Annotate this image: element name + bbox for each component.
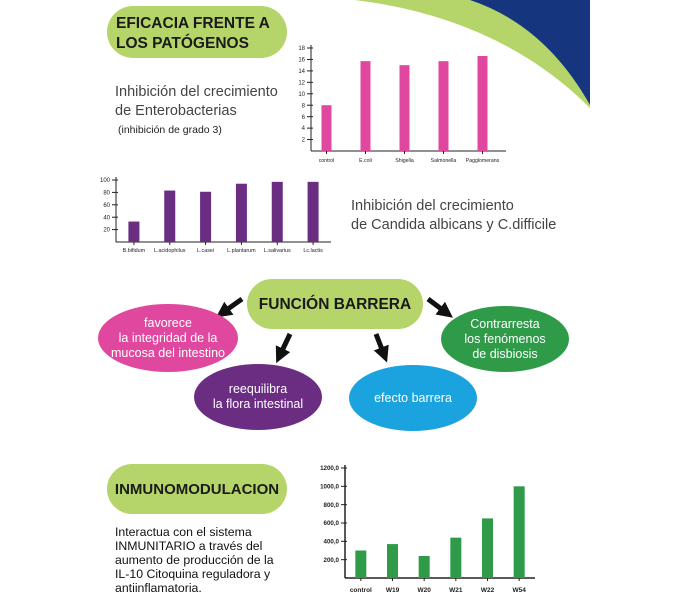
y-tick-label: 200,0 — [323, 556, 339, 564]
x-tick-label: W21 — [449, 587, 463, 594]
arrow-to-green-node — [428, 299, 444, 311]
x-tick-label: control — [349, 587, 372, 594]
node-mucosa-integrity: favorece la integridad de la mucosa del intestino — [98, 304, 238, 372]
bar — [482, 518, 493, 578]
y-tick-label: 12 — [298, 80, 305, 87]
y-tick-label: 1200,0 — [320, 465, 339, 473]
x-tick-label: Salmonella — [430, 158, 457, 164]
x-tick-label: L.acidophilus — [154, 248, 186, 254]
x-tick-label: L.plantarum — [227, 248, 256, 254]
y-tick-label: 600,0 — [323, 520, 339, 528]
y-tick-label: 20 — [103, 227, 110, 234]
x-tick-label: W22 — [480, 587, 495, 594]
barrier-title: FUNCIÓN BARRERA — [258, 296, 412, 313]
y-tick-label: 6 — [301, 114, 305, 121]
x-tick-label: W19 — [385, 587, 400, 594]
pathogens-title-line1: EFICACIA FRENTE A — [116, 15, 270, 32]
x-tick-label: Lc.lactis — [303, 248, 323, 254]
y-tick-label: 18 — [298, 46, 305, 53]
y-tick-label: 1000,0 — [320, 483, 339, 491]
node-barrier-effect: efecto barrera — [349, 365, 477, 431]
x-tick-label: W20 — [417, 587, 431, 594]
node-dysbiosis: Contrarresta los fenómenos de disbiosis — [441, 306, 569, 372]
node-flora-rebalance: reequilibra la flora intestinal — [194, 364, 322, 430]
arrow-to-blue-node — [376, 334, 383, 352]
x-tick-label: W54 — [512, 587, 526, 594]
y-tick-label: 8 — [301, 103, 305, 110]
x-tick-label: L.salivarius — [263, 248, 291, 254]
x-tick-label: E.coli — [359, 158, 372, 164]
immuno-text: Interactua con el sistema INMUNITARIO a través del aumento de producción de la IL-10 Citoquina reguladora y antiinflamatoria. — [115, 525, 274, 595]
candida-text-line2: de Candida albicans y C.difficile — [351, 217, 557, 233]
y-tick-label: 800,0 — [323, 501, 339, 509]
y-tick-label: 60 — [103, 202, 110, 209]
bar — [450, 538, 461, 578]
x-tick-label: Pagglomerans — [465, 158, 500, 164]
bar — [419, 556, 430, 578]
x-tick-label: Shigella — [395, 158, 414, 164]
x-tick-label: B.bifidum — [122, 248, 146, 254]
y-tick-label: 40 — [103, 215, 110, 222]
y-tick-label: 10 — [298, 91, 305, 98]
pathogens-title-line2: LOS PATÓGENOS — [116, 35, 249, 52]
y-tick-label: 400,0 — [323, 538, 339, 546]
candida-text-line1: Inhibición del crecimiento — [351, 198, 514, 214]
enterobacteria-note: (inhibición de grado 3) — [118, 124, 222, 136]
arrow-to-purple-node — [281, 334, 290, 353]
y-tick-label: 2 — [301, 137, 305, 144]
immuno-title: INMUNOMODULACION — [114, 481, 280, 498]
bar — [387, 544, 398, 578]
y-tick-label: 80 — [103, 190, 110, 197]
il10-chart — [300, 455, 560, 598]
bar — [355, 551, 366, 579]
y-tick-label: 4 — [301, 126, 305, 133]
y-tick-label: 14 — [298, 68, 305, 75]
y-tick-label: 100 — [100, 178, 110, 185]
x-tick-label: control — [318, 158, 335, 164]
x-tick-label: L.casei — [197, 248, 215, 254]
enterobacteria-text-line2: de Enterobacterias — [115, 103, 237, 119]
y-tick-label: 16 — [298, 57, 305, 64]
bar — [514, 486, 525, 578]
arrow-to-pink-node — [225, 299, 242, 311]
enterobacteria-text-line1: Inhibición del crecimiento — [115, 84, 278, 100]
